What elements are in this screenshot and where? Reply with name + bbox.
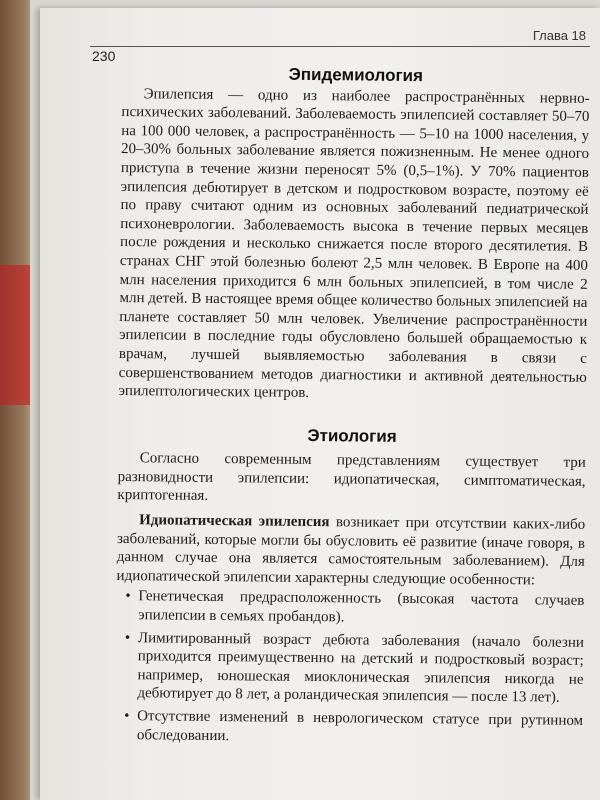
features-list <box>115 587 585 749</box>
list-item-text: Лимитированный возраст дебюта заболевания (начало болезни приходится преимущественно на детский и подростковый возраст; например, юношеская миоклоническая эпилепсия никогда не дебютирует до 8 лет, а роландическая эпилепсия — после 13 лет). <box>137 629 585 707</box>
idiopathic-text: возникает при отсутствии каких-либо заболеваний, которые могли бы обусловить её развитие (иначе говоря, в данном случае она является самостоятельным заболеванием). Для идиопатической эпилепсии характерны следующие особенности: <box>116 514 586 589</box>
list-item-text: Отсутствие изменений в неврологическом статусе при рутинном обследовании. <box>136 708 584 744</box>
book-page <box>40 8 600 800</box>
page-content <box>115 60 590 753</box>
list-item <box>124 707 584 749</box>
list-item <box>124 629 585 708</box>
running-header <box>40 8 600 64</box>
list-item <box>125 588 585 630</box>
idiopathic-paragraph <box>116 511 585 590</box>
section-title-etiology: Этиология <box>307 425 397 446</box>
bullet-icon: • <box>124 629 131 646</box>
bullet-icon: • <box>125 588 131 605</box>
running-head: Глава 18 <box>532 28 586 43</box>
header-rule <box>90 46 590 47</box>
idiopathic-term: Идиопатическая эпилепсия <box>139 512 330 531</box>
bullet-icon: • <box>124 708 130 725</box>
section-title-epidemiology: Эпидемиология <box>288 64 424 86</box>
list-item-text: Генетическая предрасположенность (высокая частота случаев эпилепсии в семьях пробандов). <box>138 588 585 626</box>
page-number: 230 <box>92 48 116 64</box>
epidemiology-paragraph: Эпилепсия — одно из наиболее распространённых нервно-психических заболеваний. Заболеваемость эпилепсией составляет 50–70 на 100 000 человек, а распространённость — 5–10 на 1000 населения, у 20–30% больных заболевание является пожизненным. Не менее одного приступа в течение жизни переносят 5% (0,5–1%). У 70% пациентов эпилепсия дебютирует в детском и подростковом возрасте, поэтому её по праву считают одним из основных заболеваний педиатрической психоневрологии. Заболеваемость высока в течение первых месяцев после рождения и несколько снижается после второго десятилетия. В странах СНГ этой болезнью болеют 2,5 млн человек. В Европе на 400 млн населения приходится 6 млн больных эпилепсией, в том числе 2 млн детей. В настоящее время общее количество больных эпилепсией на планете составляет 50 млн человек. Увеличение распространённости эпилепсии в последние годы обусловлено большей обращаемостью к врачам, лучшей выявляемостью заболевания в связи с совершенствованием методов диагностики и активной деятельностью эпилептологических центров. <box>118 85 590 402</box>
etiology-intro-paragraph: Согласно современным представлениям существует три разновидности эпилепсии: идиопатическая, симптоматическая, криптогенная. <box>117 450 586 505</box>
